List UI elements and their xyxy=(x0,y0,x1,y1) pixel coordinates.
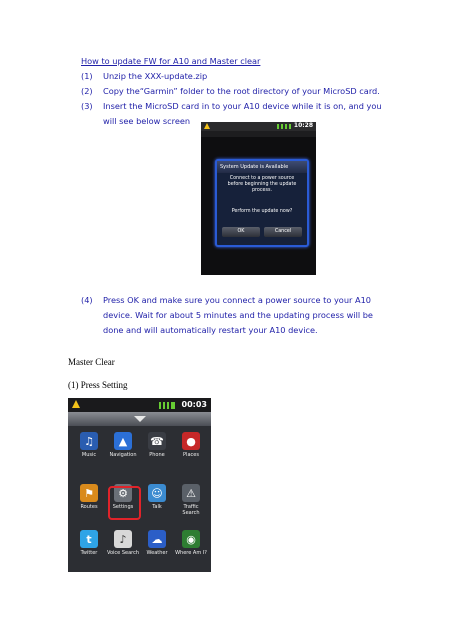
app-label: Music xyxy=(81,452,97,458)
step-text: Press OK and make sure you connect a power source to your A10 xyxy=(103,295,371,305)
update-dialog xyxy=(215,159,309,247)
doc-title: How to update FW for A10 and Master clear xyxy=(81,56,261,66)
app-talk[interactable] xyxy=(140,484,174,518)
step-number: (4) xyxy=(81,295,93,305)
app-phone[interactable] xyxy=(140,432,174,466)
step-text: Insert the MicroSD card in to your A10 device while it is on, and you xyxy=(103,101,382,111)
app-where-am-i[interactable] xyxy=(174,530,208,564)
step-2 xyxy=(81,86,380,96)
signal-icon xyxy=(159,402,175,409)
app-label: Weather xyxy=(146,550,168,556)
app-traffic-search[interactable] xyxy=(174,484,208,518)
app-label: Where Am I? xyxy=(175,550,207,556)
app-label: Phone xyxy=(149,452,165,458)
step-3-continued: will see below screen xyxy=(103,116,191,126)
step-1 xyxy=(81,71,207,81)
app-label: Voice Search xyxy=(106,550,140,556)
drawer-tab[interactable] xyxy=(68,412,211,426)
master-clear-heading: Master Clear xyxy=(68,357,115,367)
app-label: Places xyxy=(183,452,199,458)
app-voice-search[interactable] xyxy=(106,530,140,564)
step-text: Unzip the XXX-update.zip xyxy=(103,71,208,81)
chevron-down-icon xyxy=(134,416,146,422)
places-icon: ● xyxy=(182,432,200,450)
title-strip xyxy=(201,131,316,137)
globe-icon: ◉ xyxy=(182,530,200,548)
music-icon: ♫ xyxy=(80,432,98,450)
dialog-message: Connect to a power source before beginning the update process. xyxy=(227,176,297,193)
talk-icon: ☺ xyxy=(148,484,166,502)
status-clock: 10:28 xyxy=(293,122,313,129)
settings-icon: ⚙ xyxy=(114,484,132,502)
master-clear-step-1: (1) Press Setting xyxy=(68,380,128,390)
step-text: Copy the“Garmin” folder to the root directory of your MicroSD card. xyxy=(103,86,380,96)
settings-highlight xyxy=(108,486,141,520)
step-number: (2) xyxy=(81,86,93,96)
navigation-icon: ▲ xyxy=(114,432,132,450)
app-weather[interactable] xyxy=(140,530,174,564)
microphone-icon: ♪ xyxy=(114,530,132,548)
warning-icon xyxy=(204,123,210,129)
status-clock: 00:03 xyxy=(181,400,207,409)
routes-icon: ⚑ xyxy=(80,484,98,502)
app-label: Twitter xyxy=(80,550,98,556)
app-label: Settings xyxy=(112,504,134,510)
system-update-screenshot xyxy=(201,122,316,275)
warning-icon xyxy=(72,400,80,408)
status-bar xyxy=(68,398,211,412)
dialog-title: System Update is Available xyxy=(217,161,307,173)
step-4-continued: device. Wait for about 5 minutes and the updating process will be xyxy=(103,310,373,320)
ok-button[interactable]: OK xyxy=(222,227,260,237)
twitter-icon: t xyxy=(80,530,98,548)
cancel-button[interactable]: Cancel xyxy=(264,227,302,237)
step-number: (1) xyxy=(81,71,93,81)
app-music[interactable] xyxy=(72,432,106,466)
step-4 xyxy=(81,295,371,305)
app-twitter[interactable] xyxy=(72,530,106,564)
status-bar xyxy=(201,122,316,131)
app-places[interactable] xyxy=(174,432,208,466)
signal-icon xyxy=(277,124,291,129)
app-label: Routes xyxy=(80,504,98,510)
app-navigation[interactable] xyxy=(106,432,140,466)
step-3 xyxy=(81,101,382,111)
app-label: Navigation xyxy=(109,452,137,458)
weather-icon: ☁ xyxy=(148,530,166,548)
step-number: (3) xyxy=(81,101,93,111)
app-label: Traffic Search xyxy=(182,504,200,516)
traffic-icon: ⚠ xyxy=(182,484,200,502)
app-drawer-screenshot xyxy=(68,398,211,572)
dialog-question: Perform the update now? xyxy=(231,209,293,214)
step-4-continued-2: done and will automatically restart your A10 device. xyxy=(103,325,318,335)
app-label: Talk xyxy=(152,504,162,510)
phone-icon: ☎ xyxy=(148,432,166,450)
app-routes[interactable] xyxy=(72,484,106,518)
